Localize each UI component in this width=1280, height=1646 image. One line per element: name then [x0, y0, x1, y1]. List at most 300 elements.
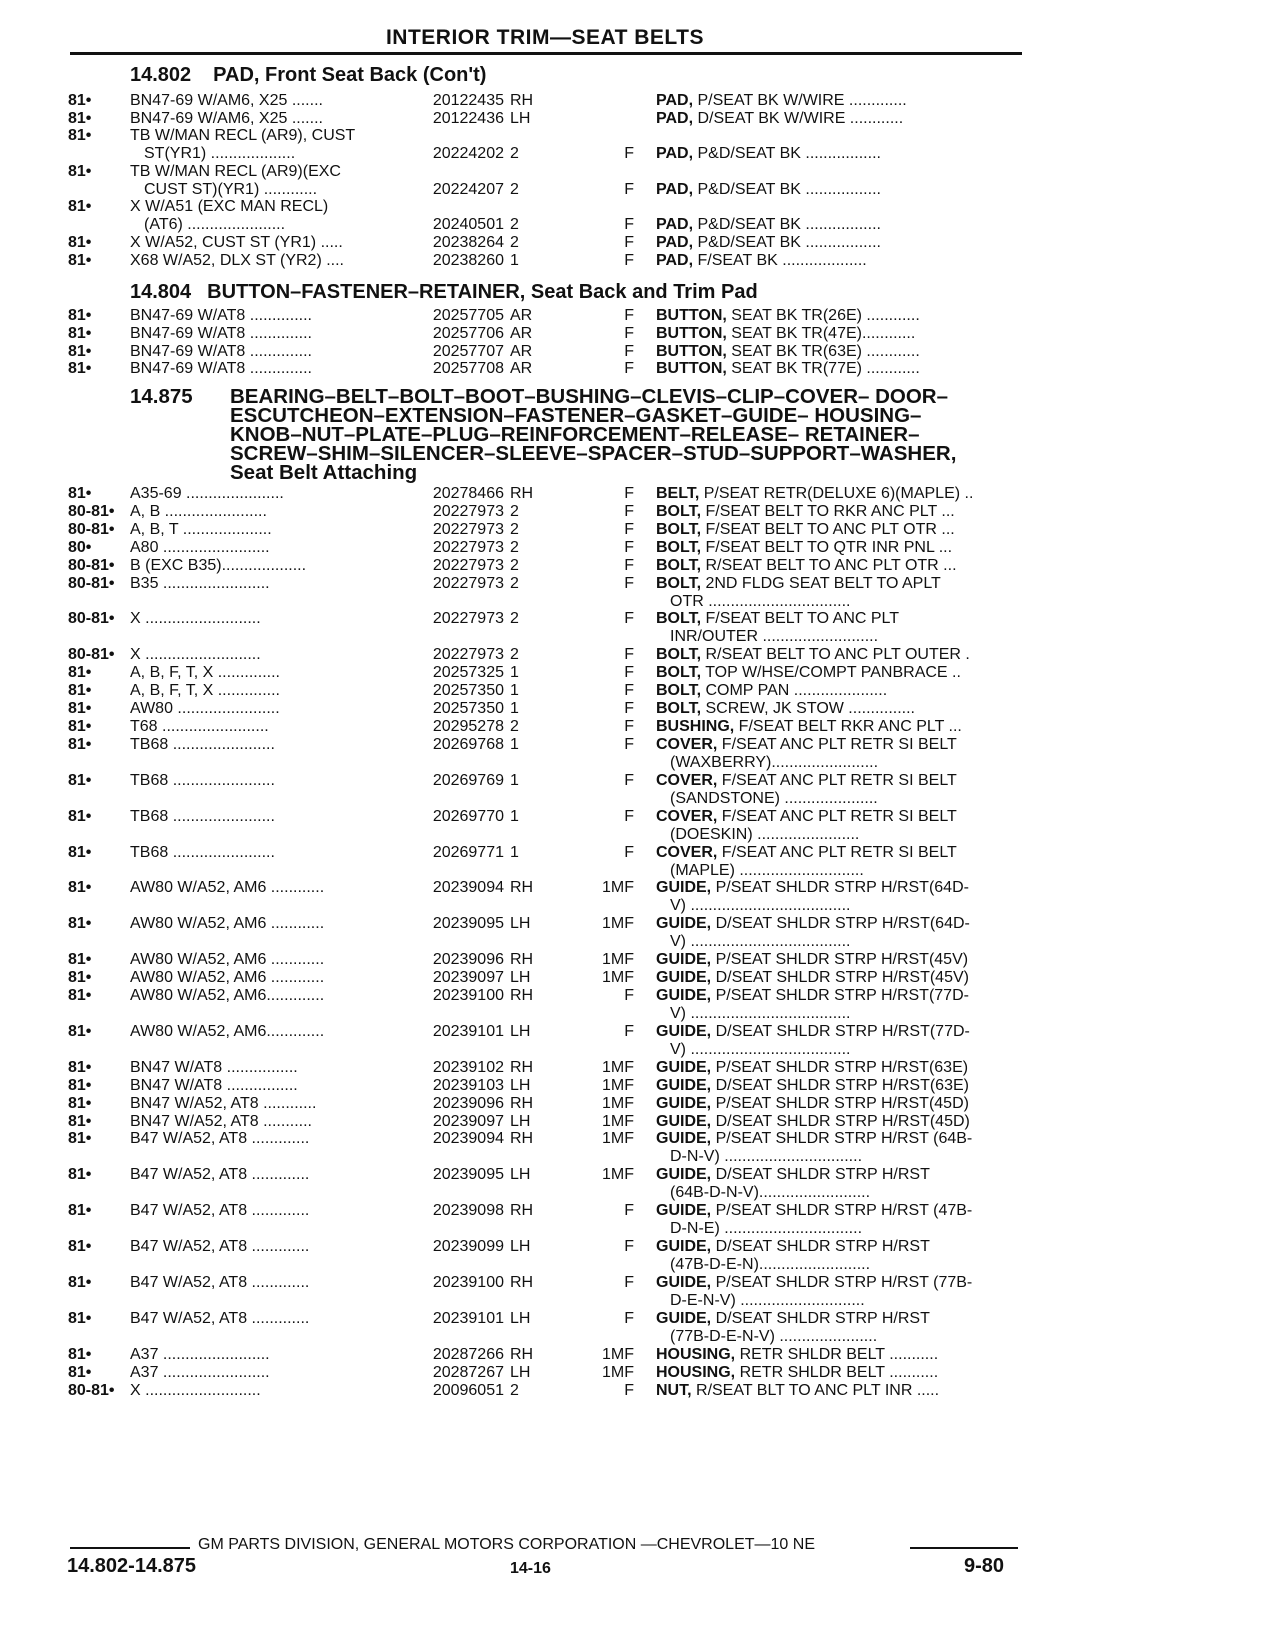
quantity: 1: [510, 843, 519, 861]
quantity: 1: [510, 735, 519, 753]
part-number: 20239096: [432, 951, 504, 969]
part-name: [656, 844, 957, 862]
model-year: 81•: [68, 1076, 92, 1094]
model-year: 81•: [68, 360, 92, 378]
section-title-line: BEARING–BELT–BOLT–BOOT–BUSHING–CLEVIS–CLIP–COVER– DOOR–: [230, 385, 949, 408]
model-year: 81•: [68, 1238, 92, 1256]
part-name-detail: RETR SHLDR BELT ...........: [735, 1345, 939, 1363]
quantity: LH: [510, 1363, 531, 1381]
source-code: F: [624, 556, 634, 574]
part-name-cont: (DOESKIN) .......................: [670, 825, 860, 843]
section-name: BUTTON–FASTENER–RETAINER, Seat Back and Trim Pad: [207, 281, 758, 303]
usage-description: X W/A52, CUST ST (YR1) .....: [130, 234, 343, 251]
part-name-detail: D/SEAT BK W/WIRE ............: [693, 109, 904, 127]
part-name: [656, 485, 973, 503]
usage-description: AW80 W/A52, AM6 ............: [130, 969, 325, 987]
source-code: F: [624, 1202, 634, 1220]
part-name: [656, 808, 957, 826]
quantity: RH: [510, 485, 534, 502]
source-code: F: [624, 664, 634, 682]
part-name: [656, 879, 969, 897]
usage-description: B35 ........................: [130, 574, 270, 592]
part-name: [656, 646, 970, 664]
part-name-detail: F/SEAT ANC PLT RETR SI BELT: [717, 807, 957, 825]
model-year: 81•: [68, 700, 92, 717]
quantity: 1: [510, 682, 519, 700]
source-code: F: [624, 307, 634, 324]
part-row: [0, 808, 1280, 844]
model-year: 81•: [68, 127, 92, 145]
part-name-keyword: GUIDE,: [656, 1130, 712, 1148]
part-name: [656, 1274, 972, 1292]
part-name-detail: P&D/SEAT BK .................: [693, 180, 881, 198]
part-name-keyword: COVER,: [656, 735, 718, 753]
quantity: 2: [510, 646, 519, 664]
source-code: F: [624, 735, 634, 753]
section-number: 14.804: [130, 281, 192, 303]
usage-description: AW80 W/A52, AM6 ............: [130, 879, 325, 897]
source-code: 1MF: [602, 951, 634, 969]
source-code: F: [624, 574, 634, 592]
part-name-detail: P&D/SEAT BK .................: [693, 216, 881, 234]
part-name: [656, 1166, 930, 1184]
model-year: 81•: [68, 969, 92, 987]
part-name-cont: D-E-N-V) ............................: [670, 1292, 865, 1309]
model-year: 81•: [68, 717, 92, 735]
quantity: 2: [510, 180, 519, 198]
source-code: F: [624, 538, 634, 556]
model-year: 81•: [68, 198, 92, 216]
model-year: 81•: [68, 664, 92, 682]
usage-description: BN47 W/AT8 ................: [130, 1076, 298, 1094]
part-name-detail: R/SEAT BLT TO ANC PLT INR .....: [691, 1381, 940, 1399]
source-code: F: [624, 843, 634, 861]
source-code: F: [624, 1022, 634, 1040]
part-name: [656, 216, 881, 234]
part-number: 20239102: [432, 1058, 504, 1076]
usage-description: TB68 .......................: [130, 843, 275, 861]
part-name: [656, 539, 952, 557]
part-name-cont: V) ....................................: [670, 1005, 851, 1022]
part-name-keyword: BOLT,: [656, 538, 702, 556]
part-name-keyword: PAD,: [656, 180, 694, 198]
part-name: [656, 1382, 939, 1400]
part-number: 20278466: [432, 485, 504, 502]
part-number: 20239098: [432, 1202, 504, 1220]
quantity: RH: [510, 1094, 534, 1112]
part-name-detail: F/SEAT BELT TO RKR ANC PLT ...: [701, 502, 955, 520]
part-name: [656, 521, 955, 539]
part-row: [0, 1310, 1280, 1346]
part-name: [656, 1059, 968, 1077]
footer-page-number: 14-16: [510, 1560, 551, 1577]
model-year: 81•: [68, 92, 92, 109]
source-code: F: [624, 180, 634, 198]
usage-description: B47 W/A52, AT8 .............: [130, 1130, 310, 1148]
section-title-line: KNOB–NUT–PLATE–PLUG–REINFORCEMENT–RELEASE– RETAINER–: [230, 423, 920, 446]
quantity: LH: [510, 915, 531, 933]
model-year: 81•: [68, 879, 92, 897]
part-name-detail: P&D/SEAT BK .................: [693, 234, 881, 251]
quantity: LH: [510, 1238, 531, 1256]
model-year: 81•: [68, 682, 92, 700]
quantity: 2: [510, 520, 519, 538]
usage-description: AW80 W/A52, AM6 ............: [130, 951, 325, 969]
usage-description: TB68 .......................: [130, 771, 275, 789]
model-year: 81•: [68, 109, 92, 127]
part-number: 20227973: [432, 556, 504, 574]
part-name-keyword: GUIDE,: [656, 987, 712, 1004]
usage-description: X ..........................: [130, 1381, 261, 1399]
usage-description-cont: (AT6) ......................: [144, 216, 286, 234]
source-code: 1MF: [602, 1345, 634, 1363]
source-code: F: [624, 485, 634, 502]
part-name-cont: (77B-D-E-N-V) ......................: [670, 1327, 878, 1345]
part-number: 20122435: [432, 92, 504, 109]
usage-description: BN47-69 W/AT8 ..............: [130, 342, 312, 360]
part-name-detail: SEAT BK TR(63E) ............: [726, 342, 920, 360]
source-code: 1MF: [602, 1112, 634, 1130]
model-year: 81•: [68, 951, 92, 969]
part-number: 20096051: [432, 1381, 504, 1399]
source-code: F: [624, 216, 634, 234]
part-name-keyword: GUIDE,: [656, 915, 712, 933]
part-number: 20269769: [432, 771, 504, 789]
part-row: [0, 1382, 1280, 1418]
part-name-cont: (SANDSTONE) .....................: [670, 789, 878, 807]
quantity: LH: [510, 1022, 531, 1040]
usage-description: AW80 W/A52, AM6.............: [130, 1022, 325, 1040]
model-year: 81•: [68, 251, 92, 269]
part-name-keyword: NUT,: [656, 1381, 692, 1399]
source-code: F: [624, 145, 634, 163]
source-code: F: [624, 251, 634, 269]
part-name: [656, 557, 957, 575]
part-name-cont: (47B-D-E-N).........................: [670, 1256, 871, 1274]
part-number: 20238260: [432, 251, 504, 269]
usage-description-cont: CUST ST)(YR1) ............: [144, 180, 318, 198]
part-name-cont: V) ....................................: [670, 1040, 851, 1058]
quantity: LH: [510, 969, 531, 987]
part-number: 20239101: [432, 1022, 504, 1040]
part-name-detail: P/SEAT SHLDR STRP H/RST (77B-: [711, 1274, 973, 1291]
source-code: F: [624, 1309, 634, 1327]
part-name: [656, 1130, 972, 1148]
part-name-keyword: GUIDE,: [656, 1094, 712, 1112]
quantity: 2: [510, 538, 519, 556]
page-header: INTERIOR TRIM—SEAT BELTS: [385, 26, 705, 49]
part-name-detail: SEAT BK TR(47E)............: [726, 324, 916, 342]
part-name-keyword: GUIDE,: [656, 1022, 712, 1040]
part-number: 20227973: [432, 502, 504, 520]
footer-rule-right: [910, 1547, 1018, 1549]
part-name-keyword: BOLT,: [656, 646, 702, 664]
part-number: 20257708: [432, 360, 504, 378]
part-name-detail: RETR SHLDR BELT ...........: [735, 1363, 939, 1381]
source-code: F: [624, 1274, 634, 1291]
part-number: 20287266: [432, 1345, 504, 1363]
part-name-detail: P/SEAT SHLDR STRP H/RST(45D): [711, 1094, 969, 1112]
part-row: [0, 1023, 1280, 1059]
source-code: F: [624, 717, 634, 735]
source-code: F: [624, 682, 634, 700]
model-year: 81•: [68, 307, 92, 324]
usage-description: B47 W/A52, AT8 .............: [130, 1309, 310, 1327]
part-name-keyword: GUIDE,: [656, 1274, 712, 1291]
part-number: 20122436: [432, 109, 504, 127]
part-name-detail: P/SEAT SHLDR STRP H/RST(63E): [711, 1058, 969, 1076]
quantity: RH: [510, 1130, 534, 1148]
quantity: 1: [510, 771, 519, 789]
model-year: 81•: [68, 485, 92, 502]
part-name: [656, 969, 969, 987]
part-number: 20239094: [432, 879, 504, 897]
part-number: 20257350: [432, 682, 504, 700]
part-name-keyword: GUIDE,: [656, 969, 712, 987]
part-number: 20227973: [432, 520, 504, 538]
section-title-lines: [230, 387, 1030, 482]
model-year: 81•: [68, 324, 92, 342]
part-name-detail: F/SEAT BELT TO QTR INR PNL ...: [701, 538, 953, 556]
part-name-keyword: BOLT,: [656, 610, 702, 628]
part-number: 20257706: [432, 324, 504, 342]
part-number: 20257350: [432, 700, 504, 717]
usage-description: X W/A51 (EXC MAN RECL): [130, 198, 329, 216]
model-year: 81•: [68, 1058, 92, 1076]
part-name-detail: SCREW, JK STOW ...............: [701, 700, 915, 717]
part-name: [656, 915, 970, 933]
usage-description: B47 W/A52, AT8 .............: [130, 1166, 310, 1184]
part-name: [656, 664, 961, 682]
part-number: 20224207: [432, 180, 504, 198]
part-number: 20239100: [432, 1274, 504, 1291]
footer-date: 9-80: [964, 1555, 1005, 1577]
part-name-detail: F/SEAT BELT TO ANC PLT OTR ...: [701, 520, 955, 538]
usage-description: BN47-69 W/AM6, X25 .......: [130, 109, 323, 127]
part-name-keyword: COVER,: [656, 771, 718, 789]
part-name: [656, 1238, 930, 1256]
model-year: 80-81•: [68, 502, 115, 520]
part-name-keyword: PAD,: [656, 234, 694, 251]
part-name: [656, 1310, 930, 1328]
usage-description: BN47 W/A52, AT8 ...........: [130, 1112, 312, 1130]
model-year: 81•: [68, 843, 92, 861]
source-code: 1MF: [602, 1094, 634, 1112]
part-name-keyword: BELT,: [656, 485, 700, 502]
quantity: 2: [510, 717, 519, 735]
quantity: 2: [510, 556, 519, 574]
usage-description: BN47-69 W/AT8 ..............: [130, 360, 312, 378]
usage-description: BN47-69 W/AT8 ..............: [130, 324, 312, 342]
header-rule: [70, 52, 1022, 55]
model-year: 81•: [68, 1094, 92, 1112]
usage-description: B47 W/A52, AT8 .............: [130, 1274, 310, 1291]
usage-description: BN47 W/AT8 ................: [130, 1058, 298, 1076]
part-name-cont: D-N-E) ...............................: [670, 1220, 863, 1238]
model-year: 81•: [68, 1130, 92, 1148]
part-number: 20239099: [432, 1238, 504, 1256]
model-year: 81•: [68, 987, 92, 1004]
part-name-detail: 2ND FLDG SEAT BELT TO APLT: [701, 574, 941, 592]
model-year: 81•: [68, 1112, 92, 1130]
part-name: [656, 610, 899, 628]
part-name: [656, 110, 903, 128]
part-name-keyword: BUTTON,: [656, 342, 727, 360]
part-name-detail: P/SEAT SHLDR STRP H/RST(77D-: [711, 987, 969, 1004]
section-name: PAD, Front Seat Back (Con't): [213, 64, 487, 86]
part-name: [656, 252, 867, 270]
source-code: 1MF: [602, 915, 634, 933]
source-code: 1MF: [602, 879, 634, 897]
part-number: 20257705: [432, 307, 504, 324]
usage-description: TB W/MAN RECL (AR9), CUST: [130, 127, 356, 145]
part-name-detail: D/SEAT SHLDR STRP H/RST: [711, 1309, 930, 1327]
usage-description: A80 ........................: [130, 538, 270, 556]
part-name-keyword: PAD,: [656, 109, 694, 127]
part-number: 20269771: [432, 843, 504, 861]
source-code: F: [624, 771, 634, 789]
quantity: 2: [510, 610, 519, 628]
model-year: 81•: [68, 1166, 92, 1184]
part-name-keyword: GUIDE,: [656, 1238, 712, 1256]
part-name-keyword: HOUSING,: [656, 1363, 736, 1381]
source-code: F: [624, 234, 634, 251]
quantity: 1: [510, 664, 519, 682]
part-name-cont: INR/OUTER ..........................: [670, 628, 879, 646]
part-name-cont: (64B-D-N-V).........................: [670, 1184, 871, 1202]
usage-description: B (EXC B35)...................: [130, 556, 307, 574]
part-number: 20227973: [432, 610, 504, 628]
part-name: [656, 343, 920, 361]
model-year: 80-81•: [68, 1381, 115, 1399]
part-name: [656, 718, 962, 736]
part-name-detail: TOP W/HSE/COMPT PANBRACE ..: [701, 664, 961, 682]
quantity: RH: [510, 1202, 534, 1220]
usage-description: A, B, T ....................: [130, 520, 272, 538]
usage-description: AW80 W/A52, AM6.............: [130, 987, 325, 1004]
part-row: [0, 844, 1280, 880]
model-year: 81•: [68, 342, 92, 360]
quantity: RH: [510, 987, 534, 1004]
part-number: 20239097: [432, 969, 504, 987]
part-name-detail: D/SEAT SHLDR STRP H/RST(63E): [711, 1076, 969, 1094]
quantity: LH: [510, 1112, 531, 1130]
quantity: 2: [510, 234, 519, 251]
part-name: [656, 736, 957, 754]
quantity: LH: [510, 109, 531, 127]
usage-description: BN47 W/A52, AT8 ............: [130, 1094, 317, 1112]
section-14-804-title: [130, 281, 758, 304]
quantity: 2: [510, 574, 519, 592]
part-name-keyword: GUIDE,: [656, 1058, 712, 1076]
part-name-keyword: BOLT,: [656, 502, 702, 520]
source-code: 1MF: [602, 1058, 634, 1076]
part-name-keyword: BOLT,: [656, 574, 702, 592]
usage-description: B47 W/A52, AT8 .............: [130, 1202, 310, 1220]
usage-description: X ..........................: [130, 646, 261, 664]
quantity: LH: [510, 1166, 531, 1184]
quantity: 2: [510, 1381, 519, 1399]
part-name: [656, 325, 915, 343]
part-name-detail: R/SEAT BELT TO ANC PLT OTR ...: [701, 556, 957, 574]
quantity: 2: [510, 502, 519, 520]
part-name-detail: SEAT BK TR(26E) ............: [726, 307, 920, 324]
usage-description: TB68 .......................: [130, 735, 275, 753]
usage-description: T68 ........................: [130, 717, 269, 735]
part-name-keyword: BOLT,: [656, 664, 702, 682]
part-name-detail: P/SEAT BK W/WIRE .............: [693, 92, 907, 109]
usage-description: X68 W/A52, DLX ST (YR2) ....: [130, 251, 344, 269]
part-name-keyword: BUTTON,: [656, 324, 727, 342]
usage-description: TB W/MAN RECL (AR9)(EXC: [130, 162, 341, 180]
part-name-keyword: BOLT,: [656, 682, 702, 700]
part-row: [0, 610, 1280, 646]
part-row: [0, 915, 1280, 951]
part-name-detail: D/SEAT SHLDR STRP H/RST: [711, 1166, 930, 1184]
part-number: 20239100: [432, 987, 504, 1004]
source-code: 1MF: [602, 1363, 634, 1381]
usage-description: A, B, F, T, X ..............: [130, 682, 280, 700]
usage-description: BN47-69 W/AM6, X25 .......: [130, 92, 323, 109]
part-name-detail: F/SEAT BELT TO ANC PLT: [701, 610, 900, 628]
quantity: 1: [510, 700, 519, 717]
quantity: AR: [510, 324, 533, 342]
model-year: 81•: [68, 1022, 92, 1040]
quantity: AR: [510, 360, 533, 378]
part-name: [656, 1113, 970, 1131]
model-year: 81•: [68, 735, 92, 753]
part-name: [656, 1023, 970, 1041]
part-name-keyword: COVER,: [656, 843, 718, 861]
part-name-keyword: PAD,: [656, 251, 694, 269]
source-code: F: [624, 1381, 634, 1399]
part-name-keyword: PAD,: [656, 216, 694, 234]
model-year: 81•: [68, 1363, 92, 1381]
part-number: 20239095: [432, 915, 504, 933]
part-name-detail: P/SEAT RETR(DELUXE 6)(MAPLE) ..: [699, 485, 974, 502]
source-code: 1MF: [602, 1130, 634, 1148]
source-code: F: [624, 610, 634, 628]
part-number: 20239095: [432, 1166, 504, 1184]
model-year: 81•: [68, 1274, 92, 1291]
usage-description: A37 ........................: [130, 1345, 270, 1363]
quantity: RH: [510, 1058, 534, 1076]
section-title-line: Seat Belt Attaching: [230, 461, 418, 484]
part-name: [656, 700, 915, 718]
usage-description: TB68 .......................: [130, 807, 275, 825]
part-name-cont: (MAPLE) ............................: [670, 861, 864, 879]
quantity: 1: [510, 807, 519, 825]
part-row: [0, 1238, 1280, 1274]
part-name-detail: P/SEAT SHLDR STRP H/RST(64D-: [711, 879, 969, 897]
part-name-keyword: GUIDE,: [656, 1112, 712, 1130]
source-code: F: [624, 700, 634, 717]
part-row: [0, 198, 1280, 234]
part-name: [656, 682, 887, 700]
part-name: [656, 234, 881, 252]
part-name-cont: V) ....................................: [670, 897, 851, 915]
part-number: 20269770: [432, 807, 504, 825]
model-year: 81•: [68, 771, 92, 789]
part-number: 20239103: [432, 1076, 504, 1094]
part-name: [656, 575, 941, 593]
quantity: RH: [510, 1345, 534, 1363]
usage-description: B47 W/A52, AT8 .............: [130, 1238, 310, 1256]
part-number: 20239096: [432, 1094, 504, 1112]
part-number: 20227973: [432, 646, 504, 664]
part-row: [0, 163, 1280, 199]
part-name: [656, 1346, 938, 1364]
